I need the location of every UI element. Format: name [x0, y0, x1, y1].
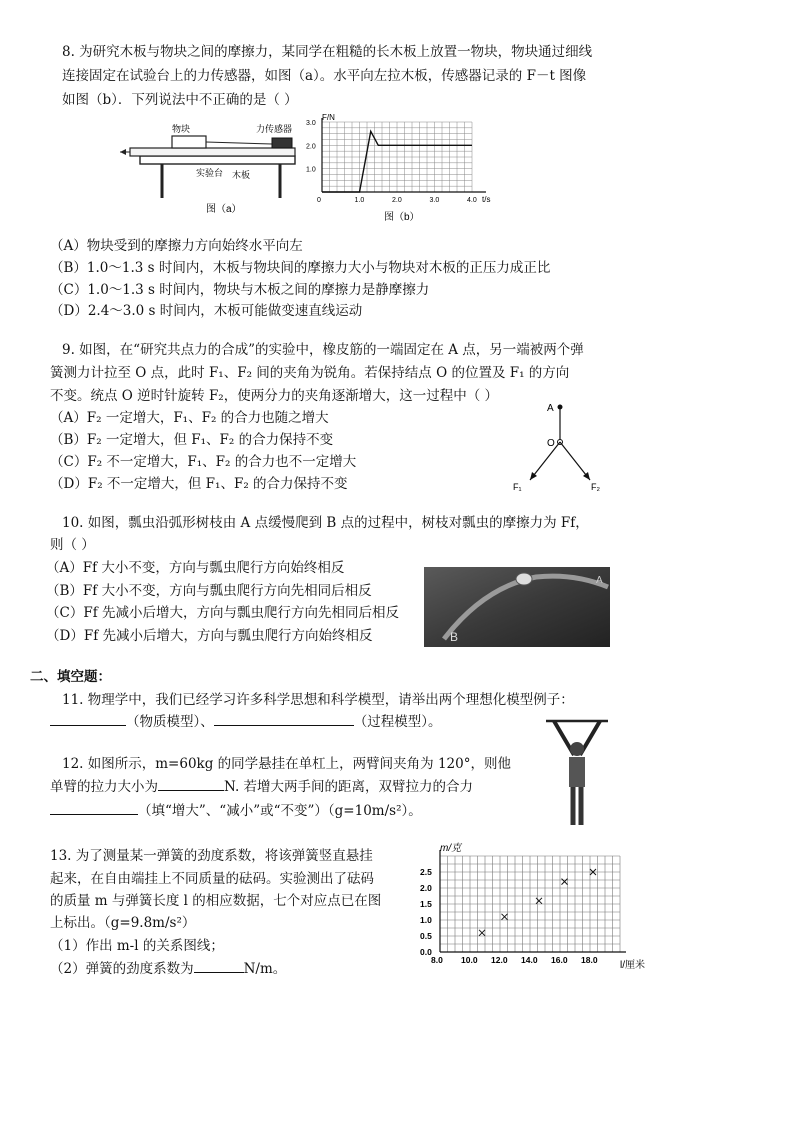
caption-a: 图（a）: [206, 204, 242, 215]
label-b: B: [450, 630, 459, 644]
chart-axes: [322, 118, 486, 192]
chart-ylabel: m/克: [440, 843, 462, 854]
q12-line1: 12. 如图所示，m=60kg 的同学悬挂在单杠上，两臂间夹角为 120°，则他: [62, 756, 511, 772]
q11-blank1[interactable]: [50, 711, 126, 726]
q10-option-b: （B）Ff 大小不变，方向与瓢虫爬行方向先相同后相反: [46, 583, 372, 599]
q10-option-d: （D）Ff 先减小后增大，方向与瓢虫爬行方向始终相反: [46, 628, 373, 644]
chart-ylabel: F/N: [322, 113, 335, 122]
q11-stem: 11. 物理学中，我们已经学习许多科学思想和科学模型，请举出两个理想化模型例子：: [62, 692, 574, 708]
chart-ticks: [420, 867, 598, 965]
q10-option-c: （C）Ff 先减小后增大，方向与瓢虫爬行方向先相同后相反: [46, 605, 399, 621]
q9-option-d: （D）F₂ 不一定增大，但 F₁、F₂ 的合力保持不变: [50, 476, 348, 492]
q11-blank2[interactable]: [214, 711, 354, 726]
section2-title: 二、填空题：: [30, 669, 111, 685]
x-tick-label: 16.0: [551, 955, 568, 965]
x-tick-label: 2.0: [392, 197, 402, 204]
chart-xlabel: t/s: [482, 195, 491, 204]
block: [172, 136, 206, 148]
y-tick-label: 2.0: [420, 883, 432, 893]
x-tick-label: 0: [317, 197, 321, 204]
label-f1: F₁: [513, 482, 522, 492]
q13-line1: 13. 为了测量某一弹簧的劲度系数，将该弹簧竖直悬挂: [50, 848, 373, 864]
label-board: 木板: [232, 170, 251, 180]
q9-option-a: （A）F₂ 一定增大，F₁、F₂ 的合力也随之增大: [50, 410, 329, 426]
q13-line2: 起来，在自由端挂上不同质量的砝码。实验测出了砝码: [50, 871, 374, 887]
q12-blank2[interactable]: [50, 800, 138, 815]
label-a: A: [596, 575, 603, 586]
chart-grid: [322, 122, 472, 192]
q10-option-a: （A）Ff 大小不变，方向与瓢虫爬行方向始终相反: [46, 560, 345, 576]
q12-line2: [50, 775, 473, 795]
head: [570, 742, 584, 756]
chart-axes: [440, 850, 626, 952]
x-tick-label: 3.0: [429, 197, 440, 204]
q8-stem-line1: 8. 为研究木板与物块之间的摩擦力，某同学在粗糙的长木板上放置一物块，物块通过细线: [62, 44, 593, 60]
q9-stem-line1: 9. 如图，在“研究共点力的合成”的实验中，橡皮筋的一端固定在 A 点，另一端被两个弹: [62, 342, 584, 358]
board: [130, 148, 295, 156]
q12-blank1[interactable]: [158, 776, 224, 791]
q10-stem-line1: 10. 如图，瓢虫沿弧形树枝由 A 点缓慢爬到 B 点的过程中，树枝对瓢虫的摩擦力为 Ff，: [62, 515, 589, 531]
chart-grid: [440, 856, 620, 952]
q8-option-b: （B）1.0～1.3 s 时间内，木板与物块间的摩擦力大小与物块对木板的正压力成正比: [50, 260, 551, 276]
label-block: 物块: [172, 124, 191, 134]
q8-option-d: （D）2.4～3.0 s 时间内，木板可能做变速直线运动: [50, 303, 363, 319]
q13-figure-chart: [410, 838, 660, 976]
q8-stem-line2: 连接固定在试验台上的力传感器，如图（a）。水平向左拉木板，传感器记录的 F－t 图像: [62, 68, 587, 84]
q12-line2-prefix: 单臂的拉力大小为: [50, 779, 158, 795]
chart-xlabel: l/厘米: [620, 960, 645, 971]
y-tick-label: 1.5: [420, 899, 432, 909]
label-o: O: [547, 438, 555, 449]
x-tick-label: 12.0: [491, 955, 508, 965]
q10-photo-branch: [424, 567, 610, 647]
label-a: A: [547, 403, 554, 414]
q12-figure-hanging: [542, 715, 612, 833]
x-tick-label: 8.0: [431, 955, 443, 965]
q10-stem-line2: 则（ ）: [50, 537, 95, 553]
q13-sub2: [50, 957, 286, 977]
q9-option-c: （C）F₂ 不一定增大，F₁、F₂ 的合力也不一定增大: [50, 454, 357, 470]
q13-line3: 的质量 m 与弹簧长度 l 的相应数据，七个对应点已在图: [50, 893, 382, 909]
q13-sub1: （1）作出 m-l 的关系图线；: [50, 938, 224, 954]
q12-line3: [50, 799, 422, 819]
q13-sub2-prefix: （2）弹簧的劲度系数为: [50, 961, 194, 977]
q11-suffix2: （过程模型）。: [353, 714, 442, 730]
y-tick-label: 0.5: [420, 931, 432, 941]
q8-figure-a: [120, 118, 310, 216]
y-tick-label: 1.0: [306, 166, 316, 174]
force-sensor: [272, 138, 292, 148]
ladybug: [516, 573, 532, 585]
y-tick-label: 2.5: [420, 867, 432, 877]
torso: [569, 757, 585, 787]
y-tick-label: 2.0: [306, 143, 316, 151]
q8-option-c: （C）1.0～1.3 s 时间内，物块与木板之间的摩擦力是静摩擦力: [50, 282, 430, 298]
x-tick-label: 18.0: [581, 955, 598, 965]
label-sensor: 力传感器: [256, 124, 293, 134]
caption-b: 图（b）: [384, 212, 420, 222]
y-tick-label: 1.0: [420, 915, 432, 925]
y-tick-label: 0.0: [420, 947, 432, 957]
q9-stem-line2: 簧测力计拉至 O 点，此时 F₁、F₂ 间的夹角为锐角。若保持结点 O 的位置及 F₁ 的方向: [50, 365, 570, 381]
x-tick-label: 10.0: [461, 955, 478, 965]
q13-line4: 上标出。（g=9.8m/s²）: [50, 915, 196, 931]
q13-sub2-suffix: N/m。: [243, 961, 287, 977]
table-top: [140, 156, 295, 164]
q12-line3-suffix: （填“增大”、“减小”或“不变”）（g=10m/s²）。: [138, 803, 422, 819]
arrow-head: [120, 149, 126, 155]
label-f2: F₂: [591, 482, 600, 492]
q11-answer-line: [50, 710, 442, 730]
y-tick-label: 3.0: [306, 120, 316, 127]
q9-stem-line3: 不变。统点 O 逆时针旋转 F₂，使两分力的夹角逐渐增大，这一过程中（ ）: [50, 388, 499, 404]
q8-stem-line3: 如图（b）．下列说法中不正确的是（ ）: [62, 92, 298, 108]
q9-option-b: （B）F₂ 一定增大，但 F₁、F₂ 的合力保持不变: [50, 432, 334, 448]
x-tick-label: 1.0: [354, 197, 365, 204]
x-tick-label: 4.0: [467, 197, 477, 204]
x-tick-label: 14.0: [521, 955, 538, 965]
string: [206, 142, 272, 144]
q11-suffix1: （物质模型）、: [126, 714, 214, 730]
q8-option-a: （A）物块受到的摩擦力方向始终水平向左: [50, 238, 303, 254]
q13-blank[interactable]: [194, 958, 244, 973]
q9-figure: [505, 398, 605, 494]
q12-line2-suffix: N. 若增大两手间的距离，双臂拉力的合力: [224, 779, 474, 795]
q8-figure-b-chart: [300, 110, 500, 222]
label-table: 实验台: [196, 168, 224, 178]
